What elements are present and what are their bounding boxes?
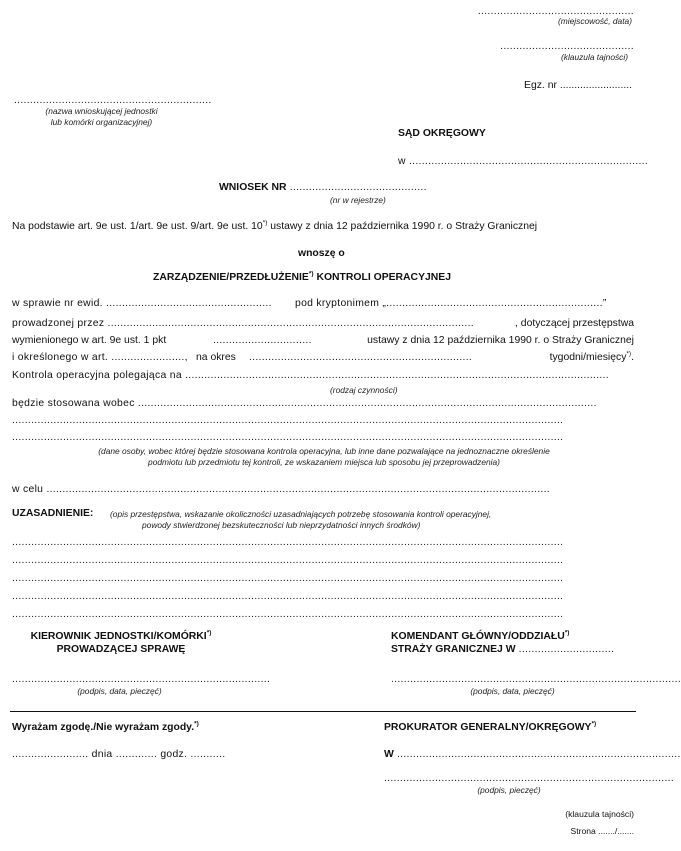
justification-caption-2: powody stwierdzonej bezskuteczności lub nieprzydatności innych środków) xyxy=(142,520,421,530)
request-verb: wnoszę o xyxy=(298,248,345,259)
article-point-field[interactable]: ............................... xyxy=(213,335,312,346)
border-guard-location-field[interactable]: .............................. xyxy=(515,644,615,655)
right-signature-field[interactable]: ........................................................................................... xyxy=(391,674,681,685)
article-field[interactable]: i określonego w art. ......................., xyxy=(12,352,188,363)
subject-field-2[interactable]: ............................................................................................................................................................................. xyxy=(12,415,564,426)
place-date-field[interactable]: ................................................. xyxy=(477,6,634,17)
left-signature-caption: (podpis, data, pieczęć) xyxy=(77,686,162,696)
page-number: Strona ......./....... xyxy=(570,826,634,836)
applicant-field[interactable]: .............................................................. xyxy=(14,95,212,106)
applicant-caption-2: lub komórki organizacyjnej) xyxy=(50,117,153,127)
place-date-caption: (miejscowość, data) xyxy=(557,16,632,26)
consent-date-time-field[interactable]: ........................ dnia ............. godz. ........... xyxy=(12,749,226,760)
court-location-field[interactable]: w ........................................................................... xyxy=(398,156,649,167)
request-label: WNIOSEK NR xyxy=(219,182,287,193)
right-signatory-title-1: KOMENDANT GŁÓWNY/ODDZIAŁU*) xyxy=(391,629,570,642)
period-field[interactable]: ...................................................................... xyxy=(249,352,473,363)
right-signature-caption: (podpis, data, pieczęć) xyxy=(470,686,555,696)
codename-field[interactable]: pod kryptonimem „....................................................................” xyxy=(295,298,607,309)
case-number-field[interactable]: w sprawie nr ewid. .................................................... xyxy=(12,298,272,309)
justification-line[interactable]: ............................................................................................................................................................................. xyxy=(12,555,564,566)
period-label: na okres xyxy=(196,352,236,363)
justification-title: UZASADNIENIE: xyxy=(12,508,94,519)
subject-field[interactable]: będzie stosowana wobec ................................................................................................................................................ xyxy=(12,398,597,409)
footnote-mark: *) xyxy=(626,350,632,358)
subject-caption-1: (dane osoby, wobec której będzie stosowana kontrola operacyjna, lub inne dane pozwalające na jednoznaczne określenie xyxy=(98,446,550,456)
request-number xyxy=(219,182,427,193)
footnote-mark: *) xyxy=(194,720,199,728)
legal-basis xyxy=(12,221,537,232)
order-title xyxy=(153,272,451,283)
prosecutor-signature-caption: (podpis, pieczęć) xyxy=(477,785,541,795)
divider xyxy=(10,711,636,712)
prosecutor-signature-field[interactable]: ........................................................................................... xyxy=(384,773,675,784)
legal-basis-act: ustawy z dnia 12 października 1990 r. o Straży Granicznej xyxy=(267,221,538,232)
act-reference: ustawy z dnia 12 października 1990 r. o Straży Granicznej xyxy=(367,335,634,346)
footer-classification: (klauzula tajności) xyxy=(565,809,634,819)
left-signatory-title-1: KIEROWNIK JEDNOSTKI/KOMÓRKI*) xyxy=(30,629,212,642)
prosecutor-location-field[interactable]: ......................................................................................... xyxy=(393,749,681,760)
justification-line[interactable]: ............................................................................................................................................................................. xyxy=(12,591,564,602)
classification-caption: (klauzula tajności) xyxy=(560,52,628,62)
justification-caption-1: (opis przestępstwa, wskazanie okoliczności uzasadniających potrzebę stosowania kontroli operacyjnej, xyxy=(110,509,492,519)
left-signature-field[interactable]: ................................................................................. xyxy=(12,674,271,685)
order-object: KONTROLI OPERACYJNEJ xyxy=(313,272,451,283)
article-label: wymienionego w art. 9e ust. 1 pkt xyxy=(12,335,167,346)
request-caption: (nr w rejestrze) xyxy=(330,195,386,205)
copy-number[interactable]: Egz. nr ......................... xyxy=(524,80,632,91)
crime-label: , dotyczącej przestępstwa xyxy=(515,318,634,329)
prosecutor-title: PROKURATOR GENERALNY/OKRĘGOWY*) xyxy=(384,720,597,733)
legal-basis-text: Na podstawie art. 9e ust. 1/art. 9e ust. 9/art. 9e ust. 10 xyxy=(12,221,263,232)
subject-caption-2: podmiotu lub przedmiotu tej kontroli, ze wskazaniem miejsca lub sposobu jej przeprowadzenia) xyxy=(148,457,500,467)
consent-text[interactable]: Wyrażam zgodę./Nie wyrażam zgody.*) xyxy=(12,720,199,733)
court-title: SĄD OKRĘGOWY xyxy=(398,128,486,139)
subject-field-3[interactable]: ............................................................................................................................................................................. xyxy=(12,432,564,443)
activity-type-field[interactable]: Kontrola operacyjna polegająca na ..................................................................................................................................... xyxy=(12,370,609,381)
justification-line[interactable]: ............................................................................................................................................................................. xyxy=(12,573,564,584)
request-number-field[interactable]: ........................................... xyxy=(286,182,427,193)
footnote-mark: *) xyxy=(591,720,597,728)
period-unit: tygodni/miesięcy*). xyxy=(549,350,634,363)
conducted-by-field[interactable]: prowadzonej przez ................................................................................................................... xyxy=(12,318,474,329)
prosecutor-location: W ......................................................................................... xyxy=(384,749,681,760)
footnote-mark: *) xyxy=(564,629,570,637)
left-signatory-title-2: PROWADZĄCEJ SPRAWĘ xyxy=(56,644,186,655)
applicant-caption-1: (nazwa wnioskującej jednostki xyxy=(45,106,158,116)
right-signatory-title-2: STRAŻY GRANICZNEJ W .............................. xyxy=(391,644,615,655)
footnote-mark: *) xyxy=(206,629,212,637)
justification-line[interactable]: ............................................................................................................................................................................. xyxy=(12,537,564,548)
purpose-field[interactable]: w celu .............................................................................................................................................................. xyxy=(12,484,550,495)
activity-type-caption: (rodzaj czynności) xyxy=(330,385,398,395)
justification-line[interactable]: ............................................................................................................................................................................. xyxy=(12,609,564,620)
order-type: ZARZĄDZENIE/PRZEDŁUŻENIE xyxy=(153,272,309,283)
footnote-mark: *) xyxy=(308,270,314,278)
classification-field[interactable]: .......................................... xyxy=(500,41,634,52)
footnote-mark: *) xyxy=(262,219,268,227)
